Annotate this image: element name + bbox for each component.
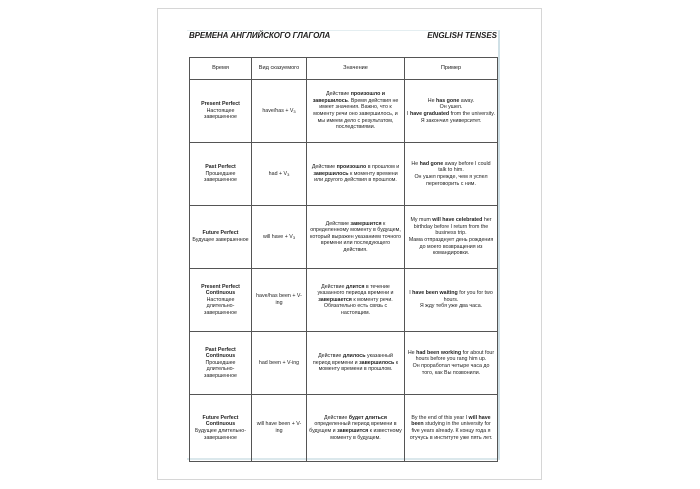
meaning-cell bbox=[307, 80, 405, 143]
example-ru: Он ушел. bbox=[439, 104, 463, 111]
tense-name-en: Past Perfect Continuous bbox=[205, 346, 236, 360]
formula-cell bbox=[252, 206, 307, 269]
example-cell bbox=[405, 206, 498, 269]
meaning-emphasis: завершится bbox=[350, 220, 382, 227]
example-ru: Он проработал четыре часа до того, как Вы позвонили. bbox=[412, 363, 490, 376]
example-ru: Я жду тебя уже два часа. bbox=[419, 303, 483, 310]
meaning-cell bbox=[307, 332, 405, 395]
tense-cell bbox=[190, 206, 252, 269]
meaning-text: . Время действия не имеет значения. Важно, что к моменту речи оно завершилось, и мы имеем дело с результатом, последствиями. bbox=[313, 97, 399, 131]
example-cell bbox=[405, 395, 498, 462]
meaning-text: в прошлом и bbox=[366, 164, 400, 171]
meaning-emphasis: длилось bbox=[342, 353, 366, 360]
meaning-emphasis: завершится bbox=[337, 428, 369, 434]
formula: will have + V bbox=[262, 233, 293, 240]
example-en: He had gone away before I could talk to him. bbox=[411, 160, 491, 174]
meaning-emphasis: произошло и завершилось bbox=[312, 91, 386, 104]
formula-cell bbox=[252, 80, 307, 143]
example-en: I have been waiting for you for two hours. bbox=[409, 290, 493, 303]
tense-name-ru: Настоящее завершенное bbox=[204, 107, 237, 121]
meaning-text: к моменту речи. Обязательно есть связь с настоящим. bbox=[323, 296, 393, 316]
tense-name-ru: Прошедшее завершенное bbox=[204, 170, 237, 184]
meaning-cell bbox=[307, 143, 405, 206]
title-russian: ВРЕМЕНА АНГЛИЙСКОГО ГЛАГОЛА bbox=[189, 31, 331, 40]
formula-subscript: 3 bbox=[293, 108, 296, 114]
formula-subscript: 3 bbox=[292, 234, 296, 240]
example-en: I have graduated from the university. bbox=[407, 111, 495, 117]
tense-name-en: Past Perfect bbox=[205, 164, 236, 171]
example-cell bbox=[405, 80, 498, 143]
meaning-text: Действие bbox=[311, 164, 337, 171]
example-en: He had been working for about four hours before you rang him up. bbox=[407, 349, 495, 363]
formula-cell: will have been + V-ing bbox=[252, 395, 307, 462]
table-row bbox=[190, 332, 498, 395]
example-cell bbox=[405, 269, 498, 332]
title-english: ENGLISH TENSES bbox=[427, 31, 497, 40]
example-cell bbox=[405, 143, 498, 206]
example-en: My mum will have celebrated her birthday before I return from the business trip. bbox=[410, 217, 492, 237]
example-ru: К концу года я отучусь в институте уже пять лет. bbox=[409, 428, 493, 441]
table-row bbox=[190, 80, 498, 143]
tense-cell bbox=[190, 269, 252, 332]
meaning-emphasis: длится bbox=[345, 283, 365, 290]
tense-name-en: Present Perfect bbox=[201, 101, 240, 108]
meaning-text: Действие bbox=[324, 414, 349, 421]
meaning-text: к определенному моменту в будущем, который выражен указанием точного времени или последующего действия. bbox=[310, 220, 401, 253]
tense-name-en: Future Perfect bbox=[202, 230, 239, 237]
formula-cell: have/has been + V-ing bbox=[252, 269, 307, 332]
tense-name-en: Present Perfect Continuous bbox=[201, 283, 240, 297]
example-en: He has gone away. bbox=[427, 97, 475, 104]
meaning-emphasis: произошло bbox=[336, 164, 367, 171]
tense-cell bbox=[190, 395, 252, 462]
meaning-text: Действие bbox=[325, 220, 351, 227]
tense-name-ru: Будущее длительно-завершенное bbox=[195, 428, 246, 441]
meaning-text: к известному моменту в будущем. bbox=[330, 428, 402, 441]
tenses-table bbox=[189, 57, 498, 462]
meaning-emphasis: будет длиться bbox=[348, 414, 387, 421]
meaning-text: Действие bbox=[325, 91, 351, 98]
formula-cell bbox=[252, 143, 307, 206]
meaning-cell bbox=[307, 206, 405, 269]
tense-cell bbox=[190, 80, 252, 143]
table-row bbox=[190, 206, 498, 269]
meaning-cell bbox=[307, 269, 405, 332]
header-row bbox=[190, 58, 498, 80]
meaning-text: Действие bbox=[321, 283, 346, 290]
header-time: Время bbox=[190, 58, 252, 80]
header-example: Пример bbox=[405, 58, 498, 80]
table-row bbox=[190, 395, 498, 462]
formula: had + V bbox=[268, 170, 288, 177]
meaning-text: к моменту времени в прошлом. bbox=[318, 359, 399, 373]
formula-subscript: 3 bbox=[287, 171, 290, 177]
meaning-text: определенный период времени в будущем и bbox=[309, 421, 397, 434]
tense-name-ru: Прошедшее длительно-завершенное bbox=[204, 359, 237, 379]
table-row bbox=[190, 143, 498, 206]
tense-cell bbox=[190, 143, 252, 206]
tense-name-en: Future Perfect Continuous bbox=[202, 414, 239, 428]
meaning-text: к моменту времени или другого действия в прошлом. bbox=[314, 170, 398, 184]
formula: have/has + V bbox=[262, 107, 294, 114]
tense-cell bbox=[190, 332, 252, 395]
meaning-text: указанный период времени и bbox=[312, 353, 393, 366]
table-row bbox=[190, 269, 498, 332]
example-ru: Он ушел прежде, чем я успел переговорить с ним. bbox=[414, 174, 488, 187]
header-meaning: Значение bbox=[307, 58, 405, 80]
tense-name-ru: Настоящее длительно-завершенное bbox=[204, 296, 237, 316]
meaning-emphasis: завершилось bbox=[359, 359, 395, 366]
example-ru: Я закончил университет. bbox=[420, 117, 482, 124]
meaning-emphasis: завершилось bbox=[313, 170, 349, 177]
example-ru: Мама отпразднует день рождения до моего возвращения из командировки. bbox=[408, 237, 494, 257]
formula-cell: had been + V-ing bbox=[252, 332, 307, 395]
meaning-text: в течение указанного периода времени и bbox=[317, 283, 394, 297]
meaning-text: Действие bbox=[318, 353, 343, 360]
example-en: By the end of this year I will have been studying in the university for five years already. bbox=[411, 414, 491, 434]
meaning-cell bbox=[307, 395, 405, 462]
meaning-emphasis: завершается bbox=[318, 296, 352, 303]
tense-name-ru: Будущее завершенное bbox=[192, 237, 249, 243]
header-predicate: Вид сказуемого bbox=[252, 58, 307, 80]
example-cell bbox=[405, 332, 498, 395]
